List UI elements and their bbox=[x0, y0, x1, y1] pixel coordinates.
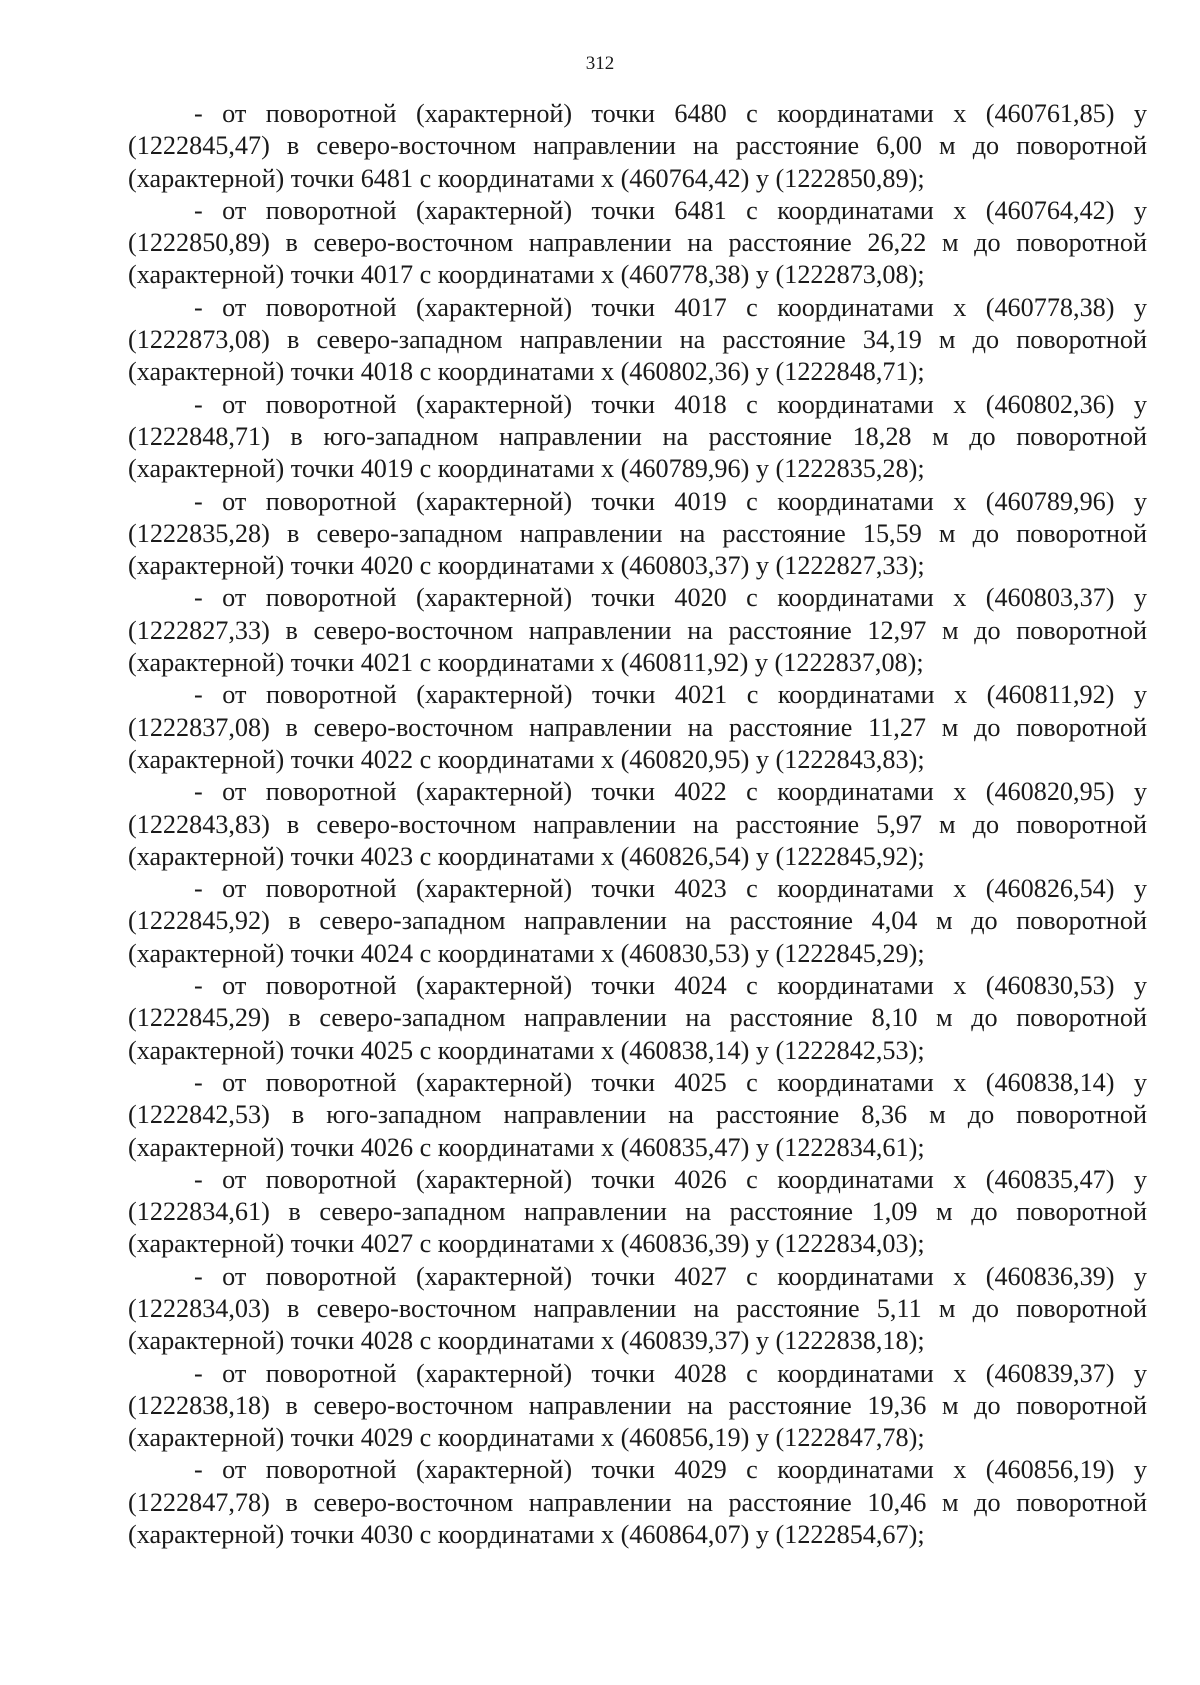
boundary-paragraph: - от поворотной (характерной) точки 6480 с координатами x (460761,85) y (1222845,47) в северо-восточном направлении на расстояние 6,00 м до поворотной (характерной) точки 6481 с координатами x (460764,42) y (1222850,89); bbox=[128, 99, 1147, 193]
boundary-paragraph: - от поворотной (характерной) точки 6481 с координатами x (460764,42) y (1222850,89) в северо-восточном направлении на расстояние 26,22 м до поворотной (характерной) точки 4017 с координатами x (460778,38) y (1222873,08); bbox=[128, 195, 1147, 290]
boundary-paragraph: - от поворотной (характерной) точки 4018 с координатами x (460802,36) y (1222848,71) в юго-западном направлении на расстояние 18,28 м до поворотной (характерной) точки 4019 с координатами x (460789,96) y (1222835,28); bbox=[128, 389, 1147, 484]
boundary-paragraph: - от поворотной (характерной) точки 4019 с координатами x (460789,96) y (1222835,28) в северо-западном направлении на расстояние 15,59 м до поворотной (характерной) точки 4020 с координатами x (460803,37) y (1222827,33); bbox=[128, 486, 1147, 581]
boundary-paragraph: - от поворотной (характерной) точки 4028 с координатами x (460839,37) y (1222838,18) в северо-восточном направлении на расстояние 19,36 м до поворотной (характерной) точки 4029 с координатами x (460856,19) y (1222847,78); bbox=[128, 1358, 1147, 1453]
boundary-paragraph: - от поворотной (характерной) точки 4025 с координатами x (460838,14) y (1222842,53) в юго-западном направлении на расстояние 8,36 м до поворотной (характерной) точки 4026 с координатами x (460835,47) y (1222834,61); bbox=[128, 1067, 1147, 1162]
boundary-paragraph: - от поворотной (характерной) точки 4029 с координатами x (460856,19) y (1222847,78) в северо-восточном направлении на расстояние 10,46 м до поворотной (характерной) точки 4030 с координатами x (460864,07) y (1222854,67); bbox=[128, 1455, 1147, 1550]
boundary-paragraph: - от поворотной (характерной) точки 4022 с координатами x (460820,95) y (1222843,83) в северо-восточном направлении на расстояние 5,97 м до поворотной (характерной) точки 4023 с координатами x (460826,54) y (1222845,92); bbox=[128, 777, 1147, 871]
boundary-paragraph: - от поворотной (характерной) точки 4017 с координатами x (460778,38) y (1222873,08) в северо-западном направлении на расстояние 34,19 м до поворотной (характерной) точки 4018 с координатами x (460802,36) y (1222848,71); bbox=[128, 292, 1147, 387]
page-number: 312 bbox=[585, 53, 615, 74]
boundary-paragraph: - от поворотной (характерной) точки 4021 с координатами x (460811,92) y (1222837,08) в северо-восточном направлении на расстояние 11,27 м до поворотной (характерной) точки 4022 с координатами x (460820,95) y (1222843,83); bbox=[128, 680, 1147, 774]
boundary-paragraph: - от поворотной (характерной) точки 4023 с координатами x (460826,54) y (1222845,92) в северо-западном направлении на расстояние 4,04 м до поворотной (характерной) точки 4024 с координатами x (460830,53) y (1222845,29); bbox=[128, 874, 1147, 968]
boundary-paragraph: - от поворотной (характерной) точки 4027 с координатами x (460836,39) y (1222834,03) в северо-восточном направлении на расстояние 5,11 м до поворотной (характерной) точки 4028 с координатами x (460839,37) y (1222838,18); bbox=[128, 1261, 1147, 1356]
boundary-paragraph: - от поворотной (характерной) точки 4020 с координатами x (460803,37) y (1222827,33) в северо-восточном направлении на расстояние 12,97 м до поворотной (характерной) точки 4021 с координатами x (460811,92) y (1222837,08); bbox=[128, 583, 1147, 678]
boundary-paragraph: - от поворотной (характерной) точки 4024 с координатами x (460830,53) y (1222845,29) в северо-западном направлении на расстояние 8,10 м до поворотной (характерной) точки 4025 с координатами x (460838,14) y (1222842,53); bbox=[128, 971, 1147, 1065]
document-body bbox=[128, 98, 1147, 1551]
boundary-paragraph: - от поворотной (характерной) точки 4026 с координатами x (460835,47) y (1222834,61) в северо-западном направлении на расстояние 1,09 м до поворотной (характерной) точки 4027 с координатами x (460836,39) y (1222834,03); bbox=[128, 1164, 1147, 1259]
